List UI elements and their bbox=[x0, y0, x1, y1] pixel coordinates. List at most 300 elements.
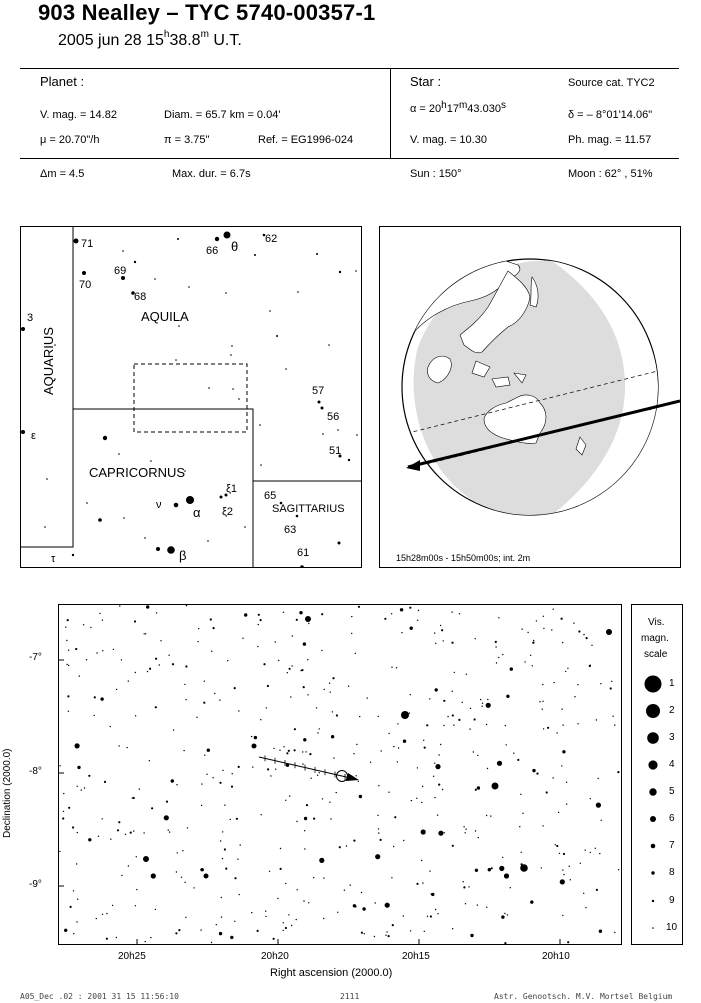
constellation-chart-svg bbox=[21, 227, 361, 567]
field-star bbox=[323, 918, 324, 919]
field-star bbox=[227, 660, 228, 661]
field-star bbox=[600, 683, 601, 684]
field-star bbox=[486, 815, 487, 816]
field-star bbox=[442, 789, 443, 790]
field-star bbox=[59, 851, 60, 852]
star-label-51: 51 bbox=[329, 445, 342, 457]
field-star bbox=[260, 619, 262, 621]
field-star bbox=[322, 798, 323, 799]
field-star bbox=[560, 879, 565, 884]
field-star bbox=[438, 831, 443, 836]
field-star bbox=[580, 863, 581, 864]
field-star bbox=[283, 922, 284, 923]
field-star bbox=[583, 634, 584, 635]
field-star bbox=[321, 613, 323, 615]
field-star bbox=[504, 913, 505, 914]
field-star bbox=[302, 763, 303, 764]
field-star bbox=[444, 832, 445, 833]
star-heading: Star : bbox=[410, 74, 442, 89]
field-star bbox=[480, 699, 481, 700]
field-star bbox=[496, 662, 497, 663]
field-star bbox=[388, 792, 389, 793]
field-star bbox=[261, 814, 262, 815]
field-star bbox=[403, 915, 404, 916]
field-star bbox=[67, 695, 69, 697]
field-star bbox=[59, 765, 60, 766]
field-star bbox=[391, 613, 392, 614]
field-star bbox=[590, 665, 591, 666]
event-date: 2005 jun 28 15$^h$38.8$^m$ U.T. bbox=[58, 29, 242, 49]
field-star bbox=[375, 902, 376, 903]
field-star bbox=[254, 736, 257, 739]
legend-title-3: scale bbox=[644, 649, 668, 660]
field-star bbox=[562, 915, 563, 916]
field-star bbox=[598, 778, 599, 779]
field-star bbox=[573, 623, 574, 624]
star-label-65: 65 bbox=[264, 490, 277, 502]
field-star bbox=[447, 716, 448, 717]
legend-label-8: 8 bbox=[669, 867, 675, 878]
legend-label-10: 10 bbox=[666, 922, 678, 933]
field-star bbox=[452, 845, 454, 847]
field-star bbox=[477, 786, 480, 789]
planet-vmag: V. mag. = 14.82 bbox=[40, 109, 117, 121]
field-star bbox=[221, 916, 222, 917]
field-star bbox=[351, 633, 352, 634]
field-star bbox=[470, 934, 473, 937]
field-star bbox=[614, 724, 615, 725]
field-star bbox=[168, 829, 169, 830]
field-star bbox=[125, 834, 126, 835]
field-star bbox=[86, 659, 87, 660]
field-star bbox=[477, 755, 478, 756]
field-star bbox=[305, 751, 306, 752]
globe-svg bbox=[380, 227, 680, 567]
field-star bbox=[306, 804, 308, 806]
star-label-63: 63 bbox=[284, 524, 297, 536]
field-star bbox=[77, 832, 78, 833]
field-star bbox=[321, 650, 322, 651]
field-star bbox=[304, 817, 307, 820]
field-star bbox=[610, 687, 612, 689]
field-star bbox=[487, 768, 488, 769]
field-star bbox=[596, 803, 601, 808]
field-star bbox=[286, 752, 288, 754]
field-star bbox=[291, 925, 292, 926]
constellation-sagittarius: SAGITTARIUS bbox=[272, 503, 345, 515]
bright-field-star bbox=[252, 744, 257, 749]
field-star bbox=[234, 877, 236, 879]
field-star bbox=[207, 749, 210, 752]
field-star bbox=[172, 663, 174, 665]
field-star bbox=[441, 629, 443, 631]
field-star bbox=[68, 665, 69, 666]
field-star bbox=[595, 848, 596, 849]
star-dec: δ = – 8°01'14.06" bbox=[568, 109, 653, 121]
field-star bbox=[344, 890, 345, 891]
field-star bbox=[303, 738, 306, 741]
field-star bbox=[440, 625, 441, 626]
field-star bbox=[184, 882, 185, 883]
field-star bbox=[68, 650, 69, 651]
field-star bbox=[618, 869, 619, 870]
field-star bbox=[159, 664, 160, 665]
legend-label-5: 5 bbox=[669, 786, 675, 797]
field-star bbox=[353, 753, 354, 754]
field-star bbox=[289, 795, 290, 796]
field-star bbox=[299, 611, 302, 614]
field-star bbox=[173, 729, 174, 730]
field-star bbox=[504, 942, 506, 944]
field-star bbox=[135, 715, 136, 716]
field-star bbox=[319, 772, 320, 773]
field-star bbox=[203, 702, 205, 704]
field-star bbox=[296, 821, 297, 822]
field-star bbox=[453, 725, 454, 726]
footer-center: 2111 bbox=[340, 992, 360, 1001]
field-star bbox=[210, 618, 212, 620]
field-star bbox=[258, 624, 259, 625]
field-star bbox=[358, 781, 359, 782]
field-star bbox=[110, 839, 111, 840]
field-star bbox=[193, 887, 194, 888]
field-star bbox=[143, 832, 144, 833]
field-star bbox=[100, 697, 103, 700]
field-star bbox=[440, 744, 441, 745]
bright-field-star bbox=[401, 711, 409, 719]
field-star bbox=[309, 753, 311, 755]
legend-dots bbox=[632, 605, 682, 944]
field-star bbox=[224, 805, 225, 806]
field-star bbox=[423, 740, 424, 741]
field-star bbox=[566, 803, 567, 804]
field-star bbox=[76, 921, 77, 922]
field-star bbox=[617, 771, 619, 773]
field-star bbox=[486, 724, 487, 725]
field-star bbox=[200, 929, 201, 930]
field-star bbox=[532, 769, 535, 772]
field-star bbox=[144, 633, 145, 634]
field-star bbox=[222, 858, 223, 859]
field-star bbox=[409, 607, 411, 609]
field-star bbox=[294, 728, 296, 730]
field-star bbox=[542, 709, 543, 710]
field-star bbox=[99, 613, 100, 614]
field-star bbox=[169, 831, 170, 832]
field-star bbox=[147, 671, 148, 672]
field-star bbox=[561, 765, 562, 766]
field-star bbox=[510, 667, 513, 670]
field-star bbox=[230, 819, 231, 820]
field-star bbox=[393, 746, 394, 747]
field-star bbox=[510, 887, 511, 888]
field-star bbox=[551, 629, 552, 630]
field-star bbox=[324, 689, 325, 690]
ytick-minus8: -8° bbox=[29, 766, 42, 777]
field-star bbox=[311, 778, 312, 779]
field-star bbox=[251, 912, 252, 913]
field-star bbox=[521, 852, 522, 853]
field-star bbox=[214, 693, 215, 694]
field-star bbox=[583, 893, 584, 894]
field-star bbox=[185, 699, 186, 700]
field-star bbox=[183, 750, 184, 751]
field-star bbox=[160, 640, 161, 641]
field-star bbox=[443, 700, 445, 702]
field-star bbox=[155, 706, 157, 708]
field-star bbox=[65, 627, 66, 628]
legend-label-7: 7 bbox=[669, 840, 675, 851]
field-star bbox=[121, 659, 122, 660]
field-star bbox=[319, 858, 324, 863]
field-star bbox=[397, 761, 398, 762]
field-star bbox=[498, 657, 499, 658]
field-star bbox=[265, 916, 266, 917]
star-label-62: 62 bbox=[265, 233, 278, 245]
field-star bbox=[465, 829, 466, 830]
field-star bbox=[353, 840, 355, 842]
field-star bbox=[429, 870, 430, 871]
legend-label-6: 6 bbox=[669, 813, 675, 824]
field-star bbox=[463, 886, 465, 888]
field-star bbox=[356, 775, 357, 776]
field-star bbox=[102, 620, 103, 621]
field-star bbox=[569, 866, 570, 867]
sun-elongation: Sun : 150° bbox=[410, 168, 462, 180]
field-star bbox=[225, 868, 227, 870]
field-star bbox=[601, 820, 602, 821]
field-star bbox=[75, 743, 80, 748]
field-star bbox=[431, 893, 432, 894]
field-star bbox=[612, 716, 613, 717]
field-star bbox=[68, 711, 69, 712]
field-star bbox=[287, 672, 288, 673]
field-star bbox=[175, 932, 177, 934]
field-star bbox=[590, 798, 591, 799]
field-star bbox=[521, 629, 522, 630]
field-star bbox=[359, 795, 362, 798]
field-star bbox=[64, 929, 67, 932]
field-star bbox=[561, 618, 563, 620]
source-catalog: Source cat. TYC2 bbox=[568, 77, 655, 89]
field-star bbox=[178, 929, 180, 931]
field-star bbox=[570, 879, 571, 880]
field-star bbox=[73, 933, 74, 934]
field-star bbox=[435, 643, 436, 644]
field-star bbox=[364, 933, 365, 934]
planet-motion: μ = 20.70"/h bbox=[40, 134, 100, 146]
field-star bbox=[88, 775, 90, 777]
planet-ref: Ref. = EG1996-024 bbox=[258, 134, 354, 146]
field-star bbox=[565, 671, 566, 672]
field-star bbox=[231, 786, 233, 788]
field-star bbox=[555, 844, 556, 845]
delta-mag: Δm = 4.5 bbox=[40, 168, 85, 180]
field-star bbox=[590, 852, 591, 853]
field-star bbox=[184, 684, 185, 685]
field-star bbox=[329, 683, 330, 684]
field-star bbox=[234, 921, 235, 922]
field-star bbox=[478, 837, 479, 838]
constellation-chart bbox=[20, 226, 362, 568]
field-star bbox=[76, 863, 77, 864]
field-star bbox=[542, 684, 543, 685]
field-star bbox=[505, 725, 506, 726]
star-label-alpha: α bbox=[193, 505, 201, 520]
field-star bbox=[146, 605, 149, 608]
field-star bbox=[501, 915, 504, 918]
field-star bbox=[421, 829, 426, 834]
field-star bbox=[468, 886, 469, 887]
field-star bbox=[291, 665, 292, 666]
field-star bbox=[482, 703, 483, 704]
field-star bbox=[133, 830, 134, 831]
field-star bbox=[66, 664, 67, 665]
field-star bbox=[270, 775, 271, 776]
field-star bbox=[135, 672, 136, 673]
field-star bbox=[222, 831, 223, 832]
field-star bbox=[519, 826, 520, 827]
field-star bbox=[313, 818, 315, 820]
star-label-66: 66 bbox=[206, 245, 219, 257]
field-star bbox=[422, 786, 423, 787]
field-star bbox=[307, 694, 308, 695]
field-star bbox=[437, 913, 438, 914]
field-star bbox=[257, 930, 259, 932]
field-star bbox=[435, 909, 436, 910]
field-star bbox=[337, 912, 338, 913]
field-star bbox=[553, 609, 554, 610]
field-star bbox=[562, 724, 563, 725]
field-star bbox=[361, 932, 363, 934]
field-star bbox=[79, 675, 80, 676]
field-star bbox=[234, 687, 236, 689]
field-star bbox=[73, 890, 74, 891]
field-star bbox=[185, 665, 187, 667]
field-star bbox=[506, 695, 509, 698]
field-star bbox=[130, 832, 132, 834]
field-star bbox=[232, 773, 233, 774]
field-star bbox=[185, 917, 186, 918]
field-star bbox=[300, 670, 301, 671]
field-star bbox=[313, 877, 314, 878]
field-star bbox=[279, 750, 280, 751]
field-star bbox=[288, 750, 290, 752]
field-star bbox=[506, 744, 507, 745]
field-star bbox=[283, 612, 284, 613]
field-star bbox=[451, 642, 453, 644]
field-star bbox=[336, 714, 338, 716]
field-star bbox=[398, 747, 399, 748]
field-star bbox=[475, 869, 478, 872]
legend-title-1: Vis. bbox=[648, 617, 665, 628]
star-chart bbox=[58, 604, 622, 945]
field-star bbox=[134, 620, 136, 622]
field-star bbox=[323, 877, 324, 878]
field-star bbox=[151, 873, 156, 878]
field-star bbox=[257, 646, 258, 647]
field-star bbox=[370, 762, 371, 763]
bright-field-star bbox=[305, 616, 311, 622]
field-star bbox=[242, 638, 243, 639]
field-star bbox=[559, 853, 560, 854]
field-star bbox=[94, 715, 95, 716]
field-star bbox=[239, 894, 240, 895]
field-star bbox=[596, 719, 597, 720]
field-star bbox=[539, 701, 540, 702]
field-star bbox=[504, 873, 509, 878]
field-star bbox=[474, 718, 476, 720]
field-star bbox=[533, 642, 534, 643]
xtick-20h15: 20h15 bbox=[402, 951, 430, 962]
field-star bbox=[275, 769, 276, 770]
field-star bbox=[66, 640, 67, 641]
field-star bbox=[410, 930, 411, 931]
field-star bbox=[465, 903, 466, 904]
field-star bbox=[400, 608, 403, 611]
field-star bbox=[258, 614, 260, 616]
asteroid-path-line bbox=[259, 757, 355, 779]
field-star bbox=[244, 613, 247, 616]
field-star bbox=[513, 753, 514, 754]
field-star bbox=[388, 733, 389, 734]
field-star bbox=[452, 928, 453, 929]
ytick-minus9: -9° bbox=[29, 879, 42, 890]
field-star bbox=[356, 744, 357, 745]
legend-label-4: 4 bbox=[669, 759, 675, 770]
field-star bbox=[611, 681, 612, 682]
field-star bbox=[116, 937, 117, 938]
field-star bbox=[319, 728, 320, 729]
field-star bbox=[110, 726, 111, 727]
field-star bbox=[149, 760, 150, 761]
field-star bbox=[211, 942, 212, 943]
header-divider-vertical bbox=[390, 68, 391, 158]
field-star bbox=[437, 814, 438, 815]
field-star bbox=[566, 782, 567, 783]
field-star bbox=[354, 905, 356, 907]
field-star bbox=[520, 794, 521, 795]
field-star bbox=[283, 746, 284, 747]
globe-caption: 15h28m00s - 15h50m00s; int. 2m bbox=[396, 553, 531, 563]
field-star bbox=[96, 918, 97, 919]
field-star bbox=[475, 638, 476, 639]
field-star bbox=[542, 701, 543, 702]
field-star bbox=[332, 711, 333, 712]
legend-label-2: 2 bbox=[669, 705, 675, 716]
field-star bbox=[135, 905, 136, 906]
field-star bbox=[75, 648, 77, 650]
field-star bbox=[72, 826, 74, 828]
field-star bbox=[422, 882, 423, 883]
star-label-epsilon: ε bbox=[31, 430, 36, 442]
constellation-aquarius: AQUARIUS bbox=[41, 327, 56, 395]
field-star bbox=[204, 681, 205, 682]
field-star bbox=[219, 699, 220, 700]
field-star bbox=[155, 909, 156, 910]
header-divider-bottom bbox=[20, 158, 679, 159]
field-star bbox=[421, 802, 422, 803]
field-star bbox=[498, 617, 499, 618]
field-star bbox=[416, 883, 418, 885]
field-star bbox=[543, 728, 544, 729]
field-star bbox=[118, 745, 119, 746]
field-star bbox=[280, 848, 281, 849]
field-star bbox=[401, 632, 402, 633]
field-star bbox=[384, 618, 386, 620]
field-star bbox=[102, 650, 103, 651]
bright-field-star bbox=[492, 783, 499, 790]
